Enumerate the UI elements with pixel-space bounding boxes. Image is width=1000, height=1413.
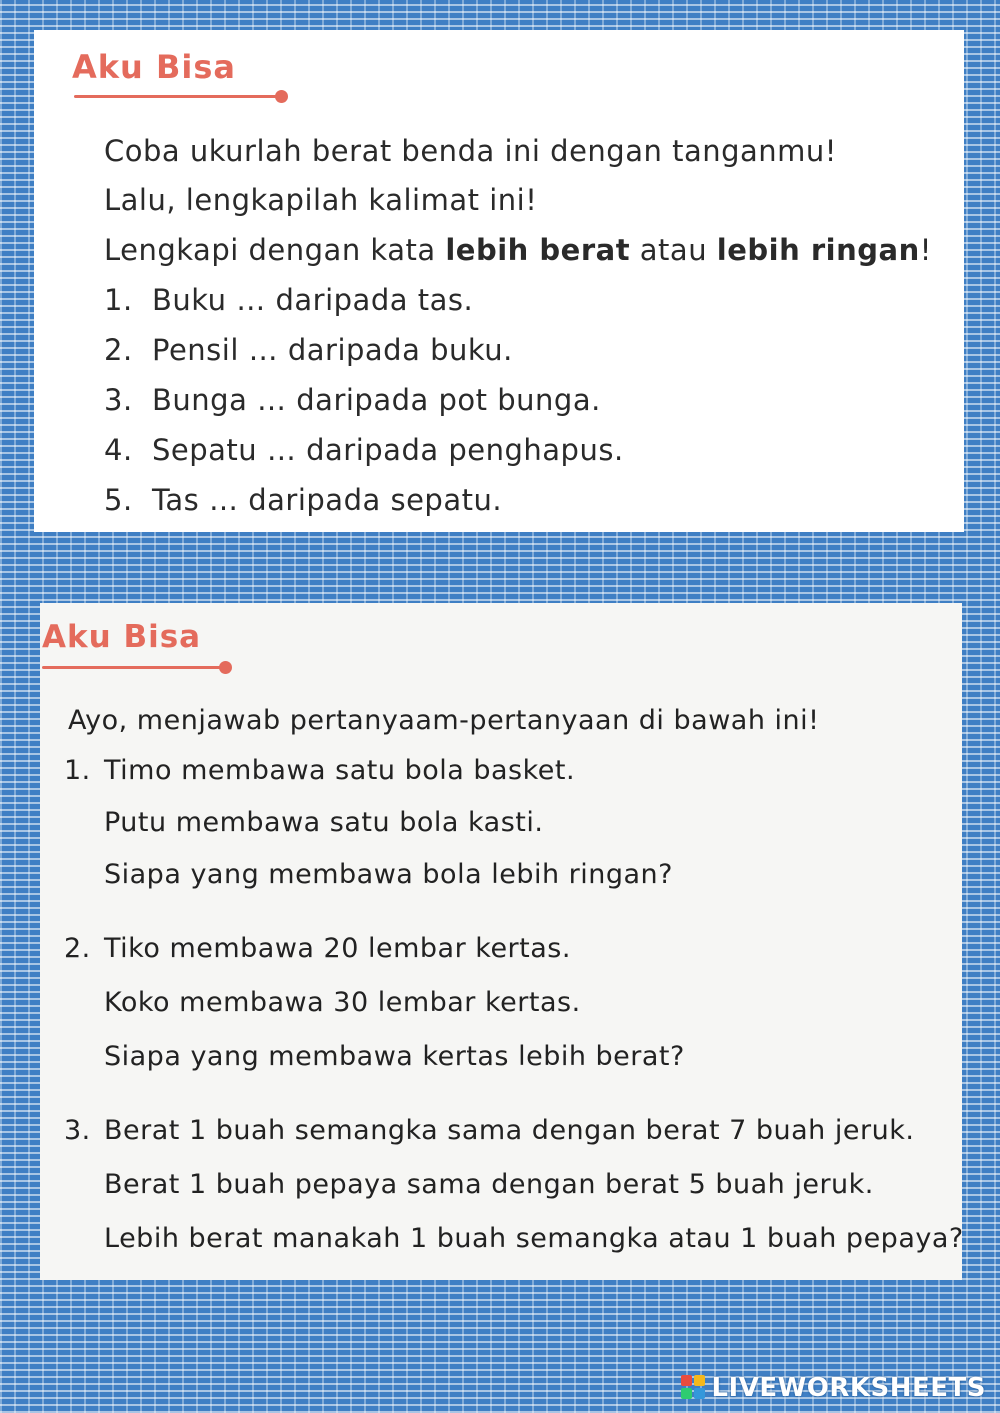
question-line: Lebih berat manakah 1 buah semangka atau 1 buah pepaya? bbox=[104, 1223, 964, 1254]
logo-square-icon bbox=[694, 1388, 705, 1399]
question-line: Tiko membawa 20 lembar kertas. bbox=[104, 933, 571, 964]
card2-heading-underline bbox=[42, 666, 226, 669]
question-line: Koko membawa 30 lembar kertas. bbox=[104, 987, 581, 1018]
instruction-bold-heavier: lebih berat bbox=[445, 233, 631, 267]
list-item bbox=[104, 333, 513, 367]
list-item bbox=[104, 483, 502, 517]
logo-square-icon bbox=[694, 1375, 705, 1386]
list-item bbox=[104, 433, 624, 467]
question-line: Siapa yang membawa bola lebih ringan? bbox=[104, 859, 673, 890]
exercise-card-2 bbox=[40, 603, 962, 1280]
item-number: 1. bbox=[104, 283, 133, 317]
item-text: Bunga … daripada pot bunga. bbox=[152, 383, 601, 417]
card1-intro-line-1: Coba ukurlah berat benda ini dengan tanganmu! bbox=[104, 134, 837, 168]
item-text: Tas … daripada sepatu. bbox=[152, 483, 503, 517]
card2-intro: Ayo, menjawab pertanyaam-pertanyaan di bawah ini! bbox=[68, 705, 820, 736]
item-number: 2. bbox=[104, 333, 133, 367]
question-line: Putu membawa satu bola kasti. bbox=[104, 807, 544, 838]
question-line: Timo membawa satu bola basket. bbox=[104, 755, 576, 786]
card1-instruction bbox=[104, 233, 932, 267]
exercise-card-1 bbox=[34, 30, 964, 532]
logo-text: LIVEWORKSHEETS bbox=[711, 1373, 986, 1403]
question-line: Siapa yang membawa kertas lebih berat? bbox=[104, 1041, 685, 1072]
card2-heading: Aku Bisa bbox=[42, 619, 202, 655]
list-item bbox=[104, 383, 601, 417]
instruction-prefix: Lengkapi dengan kata bbox=[104, 233, 446, 267]
instruction-suffix: ! bbox=[919, 233, 932, 267]
question-line: Berat 1 buah semangka sama dengan berat 7 buah jeruk. bbox=[104, 1115, 915, 1146]
instruction-middle: atau bbox=[630, 233, 717, 267]
list-item bbox=[104, 283, 473, 317]
card1-heading: Aku Bisa bbox=[72, 48, 236, 86]
question-line: Berat 1 buah pepaya sama dengan berat 5 buah jeruk. bbox=[104, 1169, 874, 1200]
card1-intro-line-2: Lalu, lengkapilah kalimat ini! bbox=[104, 183, 538, 217]
logo-square-icon bbox=[681, 1375, 692, 1386]
card1-heading-underline bbox=[74, 95, 282, 98]
logo-icon bbox=[681, 1375, 707, 1401]
logo-square-icon bbox=[681, 1388, 692, 1399]
question-number: 2. bbox=[64, 933, 91, 964]
item-number: 4. bbox=[104, 433, 133, 467]
question-number: 1. bbox=[64, 755, 91, 786]
item-text: Buku … daripada tas. bbox=[152, 283, 474, 317]
question-number: 3. bbox=[64, 1115, 91, 1146]
item-number: 3. bbox=[104, 383, 133, 417]
liveworksheets-logo bbox=[681, 1373, 986, 1403]
item-text: Sepatu … daripada penghapus. bbox=[152, 433, 624, 467]
item-text: Pensil … daripada buku. bbox=[152, 333, 513, 367]
instruction-bold-lighter: lebih ringan bbox=[716, 233, 920, 267]
item-number: 5. bbox=[104, 483, 133, 517]
